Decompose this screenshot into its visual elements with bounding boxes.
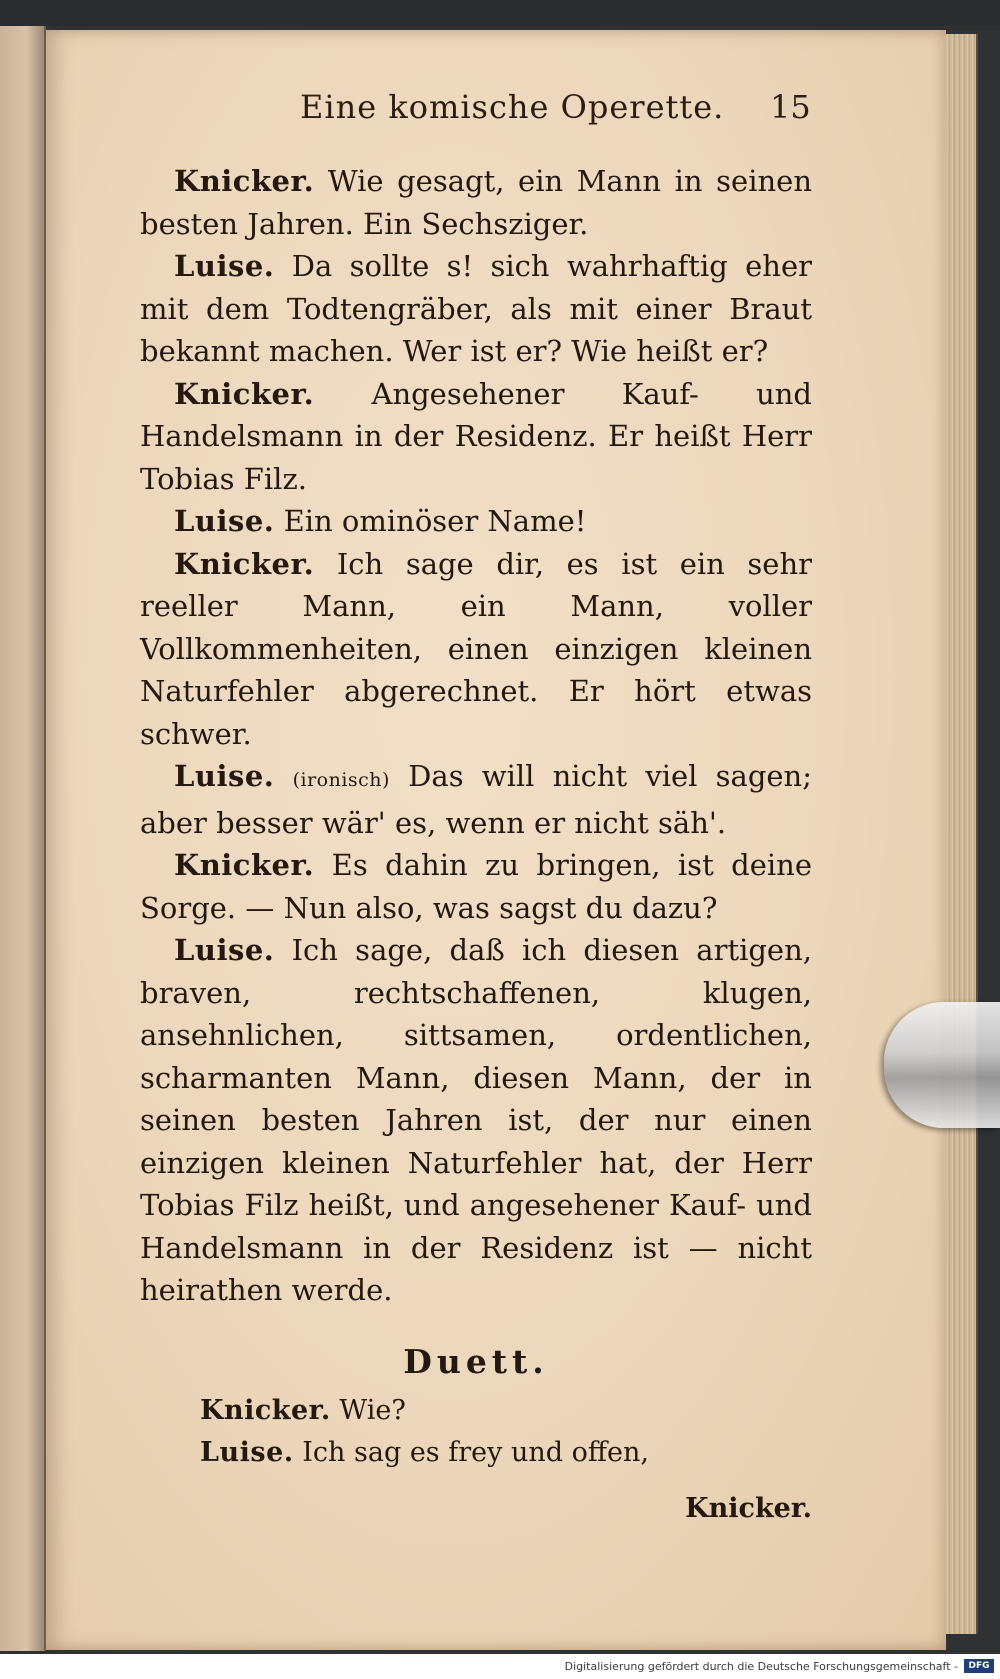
- dialogue-paragraph: [140, 844, 812, 929]
- speaker-name: Knicker.: [174, 376, 315, 411]
- funding-notice: Digitalisierung gefördert durch die Deutsche Forschungsgemeinschaft -: [564, 1660, 958, 1673]
- verse-line: [140, 1390, 812, 1432]
- speech-text: Da sollte s! sich wahrhaftig eher mit dem Todtengräber, als mit einer Braut bekannt machen. Wer ist er? Wie heißt er?: [140, 249, 812, 368]
- dialogue-paragraph: [140, 755, 812, 844]
- verse-line: [140, 1432, 812, 1474]
- speaker-name: Knicker.: [174, 546, 315, 581]
- speech-text: Das will nicht viel sagen; aber besser wär' es, wenn er nicht säh'.: [140, 759, 812, 840]
- speech-text: Ein ominöser Name!: [283, 504, 587, 538]
- speaker-name: Luise.: [174, 504, 275, 538]
- speech-text: Wie gesagt, ein Mann in seinen besten Jahren. Ein Sechsziger.: [140, 164, 812, 241]
- catchword: Knicker.: [685, 1492, 812, 1524]
- viewer-top-edge: [0, 0, 1000, 26]
- speaker-name: Luise.: [200, 1436, 294, 1468]
- dfg-logo: DFG: [964, 1659, 994, 1673]
- page-number: 15: [770, 88, 811, 126]
- book-fore-edge: [946, 34, 978, 1634]
- verse-text: Ich sag es frey und offen,: [302, 1436, 649, 1468]
- verse-text: Wie?: [339, 1394, 406, 1426]
- speaker-name: Luise.: [174, 759, 275, 793]
- speaker-name: Knicker.: [174, 164, 315, 198]
- speaker-name: Knicker.: [174, 848, 315, 882]
- speaker-name: Knicker.: [200, 1394, 331, 1426]
- page-clip: [884, 1002, 1000, 1128]
- speech-text: Es dahin zu bringen, ist deine Sorge. — Nun also, was sagst du dazu?: [140, 848, 812, 925]
- running-head: Eine komische Operette.: [300, 88, 725, 126]
- left-page-edge: [0, 26, 46, 1651]
- dialogue-paragraph: [140, 543, 812, 756]
- speech-text: Ich sage, daß ich diesen artigen, braven, rechtschaffenen, klugen, ansehnlichen, sittsamen, ordentlichen, scharmanten Mann, diesen Mann, der in seinen besten Jahren ist, der nur einen einzigen kleinen Naturfehler hat, der Herr Tobias Filz heißt, und angesehener Kauf- und Handelsmann in der Residenz ist — nicht heirathen werde.: [140, 933, 812, 1307]
- dialogue-paragraph: [140, 245, 812, 373]
- speaker-name: Luise.: [174, 249, 275, 283]
- footer-bar: [0, 1654, 1000, 1679]
- page-text: [140, 160, 812, 1530]
- dialogue-paragraph: [140, 160, 812, 245]
- dialogue-paragraph: [140, 929, 812, 1312]
- dialogue-paragraph: [140, 500, 812, 543]
- dialogue-paragraph: [140, 373, 812, 501]
- section-heading: Duett.: [403, 1341, 549, 1381]
- speech-text: Ich sage dir, es ist ein sehr reeller Mann, ein Mann, voller Vollkommenheiten, einen einzigen kleinen Naturfehler abgerechnet. Er hört etwas schwer.: [140, 546, 813, 751]
- speech-text: Angesehener Kauf- und Handelsmann in der Residenz. Er heißt Herr Tobias Filz.: [140, 376, 813, 496]
- speaker-name: Luise.: [174, 933, 275, 967]
- stage-direction: (ironisch): [292, 769, 390, 791]
